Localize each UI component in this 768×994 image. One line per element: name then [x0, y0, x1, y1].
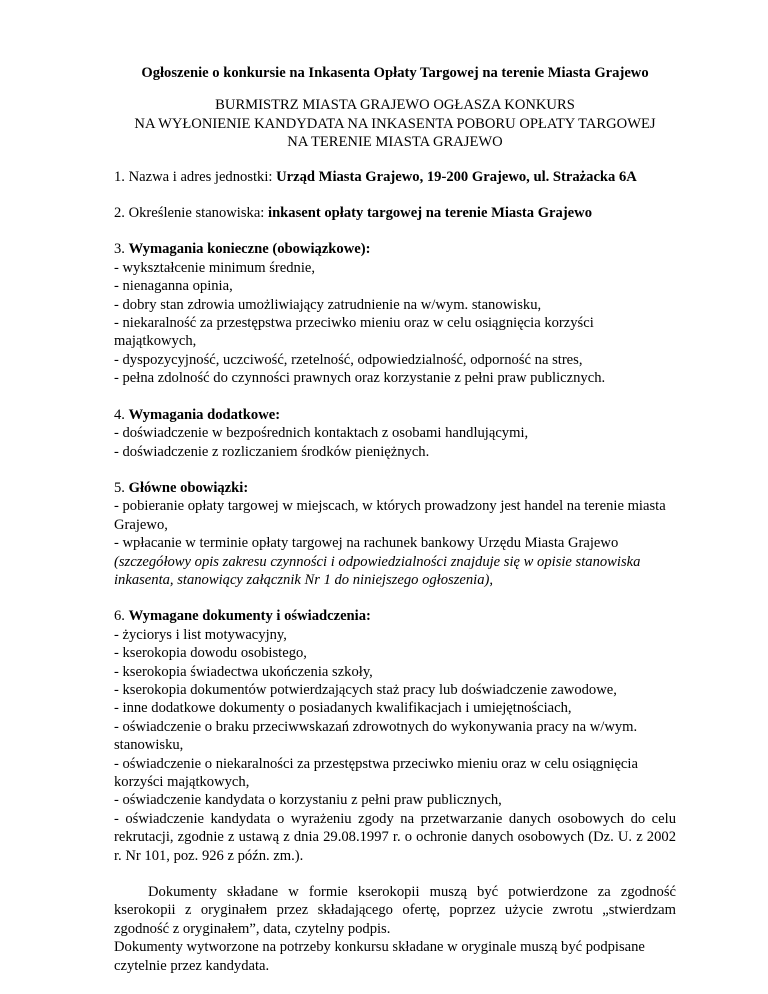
- section-documents: [114, 607, 676, 865]
- document-title: Ogłoszenie o konkursie na Inkasenta Opłaty Targowej na terenie Miasta Grajewo: [141, 65, 649, 81]
- closing-block: [114, 883, 676, 975]
- closing-paragraph: Dokumenty składane w formie kserokopii muszą być potwierdzone za zgodność kserokopii z oryginałem przez składającego ofertę, poprzez użycie zwrotu „stwierdzam zgodność z oryginałem”, data, czytelny podpis.: [114, 884, 676, 937]
- list-item: - oświadczenie kandydata o wyrażeniu zgody na przetwarzanie danych osobowych do celu rekrutacji, zgodnie z ustawą z dnia 29.08.1997 r. o ochronie danych osobowych (Dz. U. z 2002 r. Nr 101, poz. 926 z późn. zm.).: [114, 810, 676, 864]
- list-item: - nienaganna opinia,: [114, 278, 233, 295]
- section-heading: Główne obowiązki:: [128, 479, 249, 496]
- section-value: Urząd Miasta Grajewo, 19-200 Grajewo, ul. Strażacka 6A: [276, 168, 637, 185]
- announcement-line: NA WYŁONIENIE KANDYDATA NA INKASENTA POBORU OPŁATY TARGOWEJ: [134, 115, 656, 132]
- section-label: 2. Określenie stanowiska:: [114, 205, 269, 222]
- section-number: 5.: [114, 479, 129, 496]
- list-item: - oświadczenie o niekaralności za przestępstwa przeciwko mieniu oraz w celu osiągnięcia korzyści majątkowych,: [114, 755, 638, 790]
- section-value: inkasent opłaty targowej na terenie Miasta Grajewo: [268, 205, 592, 222]
- section-heading: Wymagania dodatkowe:: [128, 406, 281, 423]
- list-item: - niekaralność za przestępstwa przeciwko mieniu oraz w celu osiągnięcia korzyści majątkowych,: [114, 315, 594, 350]
- list-item: - kserokopia świadectwa ukończenia szkoły,: [114, 663, 373, 680]
- section-number: 4.: [114, 406, 129, 423]
- section-number: 6.: [114, 608, 129, 625]
- list-item: [114, 534, 676, 589]
- list-item-text: - wpłacanie w terminie opłaty targowej na rachunek bankowy Urzędu Miasta Grajewo: [114, 535, 619, 552]
- list-item: - kserokopia dokumentów potwierdzających staż pracy lub doświadczenie zawodowe,: [114, 681, 617, 698]
- section-heading: Wymagania konieczne (obowiązkowe):: [128, 241, 371, 258]
- list-item: - oświadczenie kandydata o korzystaniu z pełni praw publicznych,: [114, 792, 502, 809]
- announcement-line: BURMISTRZ MIASTA GRAJEWO OGŁASZA KONKURS: [215, 97, 575, 114]
- italic-note: (szczegółowy opis zakresu czynności i odpowiedzialności znajduje się w opisie stanowiska inkasenta, stanowiący załącznik Nr 1 do niniejszego ogłoszenia),: [114, 553, 641, 588]
- list-item: - kserokopia dowodu osobistego,: [114, 645, 307, 662]
- list-item: - dyspozycyjność, uczciwość, rzetelność, odpowiedzialność, odporność na stres,: [114, 351, 583, 368]
- list-item: - dobry stan zdrowia umożliwiający zatrudnienie na w/wym. stanowisku,: [114, 296, 542, 313]
- list-item: - wykształcenie minimum średnie,: [114, 259, 316, 276]
- section-required: [114, 240, 676, 387]
- section-duties: [114, 479, 676, 589]
- section-unit-name: [114, 168, 676, 186]
- list-item: - doświadczenie z rozliczaniem środków pieniężnych.: [114, 443, 430, 460]
- announcement-block: [114, 96, 676, 151]
- list-item: - pobieranie opłaty targowej w miejscach, w których prowadzony jest handel na terenie miasta Grajewo,: [114, 498, 666, 533]
- list-item: - życiorys i list motywacyjny,: [114, 626, 287, 643]
- list-item: - doświadczenie w bezpośrednich kontaktach z osobami handlującymi,: [114, 425, 529, 442]
- closing-paragraph: Dokumenty wytworzone na potrzeby konkursu składane w oryginale muszą być podpisane czytelnie przez kandydata.: [114, 939, 645, 974]
- section-position: [114, 204, 676, 222]
- list-item: - oświadczenie o braku przeciwwskazań zdrowotnych do wykonywania pracy na w/wym. stanowisku,: [114, 718, 638, 754]
- list-item: - pełna zdolność do czynności prawnych oraz korzystanie z pełni praw publicznych.: [114, 370, 606, 387]
- list-item: - inne dodatkowe dokumenty o posiadanych kwalifikacjach i umiejętnościach,: [114, 700, 572, 717]
- section-additional: [114, 406, 676, 461]
- announcement-line: NA TERENIE MIASTA GRAJEWO: [287, 134, 503, 151]
- section-heading: Wymagane dokumenty i oświadczenia:: [128, 608, 371, 625]
- section-number: 3.: [114, 241, 129, 258]
- section-label: 1. Nazwa i adres jednostki:: [114, 168, 277, 185]
